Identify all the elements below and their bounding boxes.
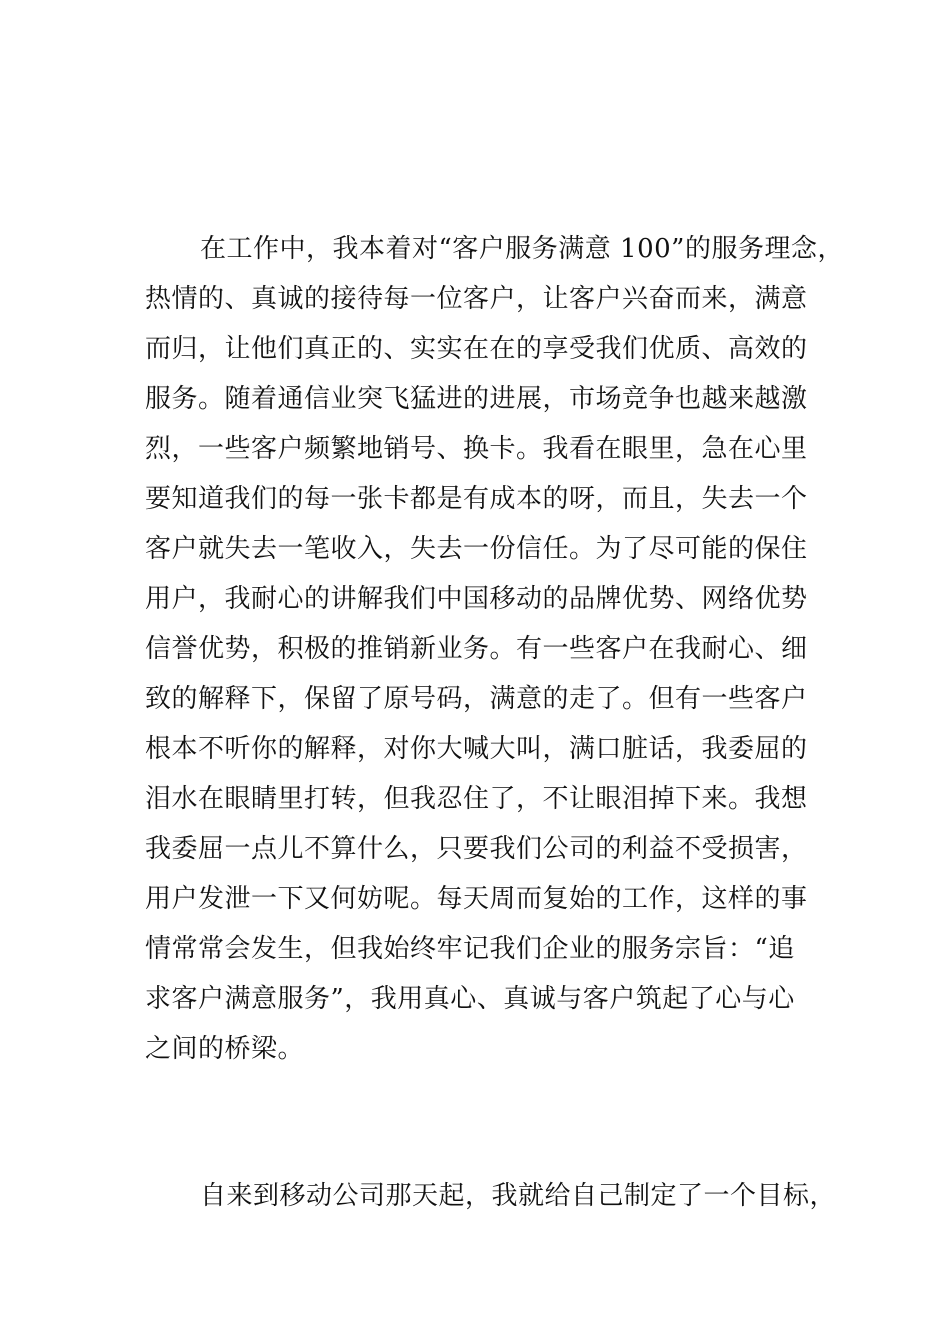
paragraph-line: 用户发泄一下又何妨呢。每天周而复始的工作，这样的事 [145,884,808,914]
paragraph-line: 而归，让他们真正的、实实在在的享受我们优质、高效的 [145,334,808,364]
paragraph-line: 我委屈一点儿不算什么，只要我们公司的利益不受损害， [145,834,808,864]
paragraph-line: 客户就失去一笔收入，失去一份信任。为了尽可能的保住 [145,534,808,564]
paragraph-line: 泪水在眼睛里打转，但我忍住了，不让眼泪掉下来。我想 [145,784,808,814]
paragraph-line: 情常常会发生，但我始终牢记我们企业的服务宗旨：“追 [145,934,795,964]
paragraph-line: 自来到移动公司那天起，我就给自己制定了一个目标， [200,1181,837,1211]
paragraph-line: 之间的桥梁。 [145,1034,305,1064]
paragraph-line: 用户，我耐心的讲解我们中国移动的品牌优势、网络优势 [145,584,808,614]
paragraph-1 [145,224,844,1074]
paragraph-line: 信誉优势，积极的推销新业务。有一些客户在我耐心、细 [145,634,808,664]
paragraph-line: 致的解释下，保留了原号码，满意的走了。但有一些客户 [145,684,808,714]
paragraph-line: 在工作中，我本着对“客户服务满意 100”的服务理念， [200,234,844,264]
paragraph-2 [145,1171,835,1221]
paragraph-line: 热情的、真诚的接待每一位客户，让客户兴奋而来，满意 [145,284,808,314]
paragraph-line: 根本不听你的解释，对你大喊大叫，满口脏话，我委屈的 [145,734,808,764]
paragraph-line: 求客户满意服务”，我用真心、真诚与客户筑起了心与心 [145,984,795,1014]
paragraph-line: 要知道我们的每一张卡都是有成本的呀，而且，失去一个 [145,484,808,514]
paragraph-line: 烈，一些客户频繁地销号、换卡。我看在眼里，急在心里 [145,434,808,464]
paragraph-line: 服务。随着通信业突飞猛进的进展，市场竞争也越来越激 [145,384,808,414]
